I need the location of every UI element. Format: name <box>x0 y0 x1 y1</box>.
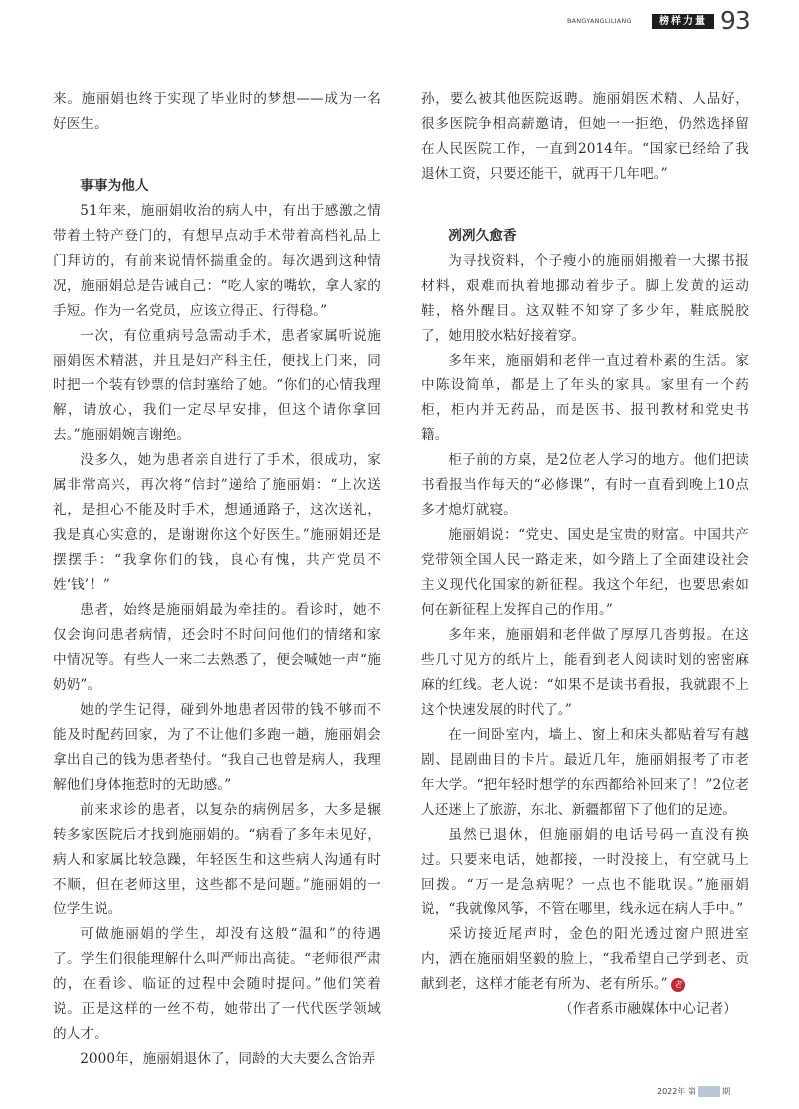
end-seal-icon: 老 <box>671 978 685 992</box>
paragraph: 患者，始终是施丽娟最为牵挂的。看诊时，她不仅会询问患者病情，还会时不时问问他们的情绪和家中情况等。有些人一来二去熟悉了，便会喊她一声“施奶奶”。 <box>53 602 381 693</box>
paragraph: 在一间卧室内，墙上、窗上和床头都贴着写有越剧、昆剧曲目的卡片。最近几年，施丽娟报考了市老年大学。“把年轻时想学的东西都给补回来了！”2位老人还迷上了旅游，东北、新疆都留下了他们的足迹。 <box>421 726 749 818</box>
paragraph: 来。施丽娟也终于实现了毕业时的梦想——成为一名好医生。 <box>53 91 381 132</box>
page-header <box>0 0 799 40</box>
footer-year: 2022年 <box>657 1087 686 1096</box>
paragraph: 为寻找资料，个子瘦小的施丽娟搬着一大摞书报材料，艰难而执着地挪动着步子。脚上发黄的运动鞋，格外醒目。这双鞋不知穿了多少年，鞋底脱胶了，她用胶水粘好接着穿。 <box>421 252 749 344</box>
footer-qi: 期 <box>722 1087 731 1096</box>
paragraph: 多年来，施丽娟和老伴做了厚厚几沓剪报。在这些几寸见方的纸片上，能看到老人阅读时划的密密麻麻的红线。老人说：“如果不是读书看报，我就跟不上这个快速发展的时代了。” <box>421 627 749 718</box>
paragraph: 柜子前的方桌，是2位老人学习的地方。他们把读书看报当作每天的“必修课”，有时一直看到晚上10点多才熄灯就寝。 <box>421 452 749 519</box>
author-byline: （作者系市融媒体中心记者） <box>558 1001 737 1018</box>
paragraph: 一次，有位重病号急需动手术，患者家属听说施丽娟医术精湛，并且是妇产科主任，便找上门来，同时把一个装有钞票的信封塞给了她。“你们的心情我理解，请放心，我们一定尽早安排，但这个请你拿回去。”施丽娟婉言谢绝。 <box>53 327 381 444</box>
page-footer <box>657 1086 730 1097</box>
section-heading-1: 事事为他人 <box>80 177 149 194</box>
section-heading-2: 冽冽久愈香 <box>448 227 517 244</box>
paragraph: 51年来，施丽娟收治的病人中，有出于感激之情带着土特产登门的，有想早点动手术带着高档礼品上门拜访的，有前来说情怀揣重金的。每次遇到这种情况，施丽娟总是告诫自己：“吃人家的嘴软，拿人家的手短。作为一名党员，应该立得正、行得稳。” <box>53 202 381 319</box>
header-pinyin: BANGYANGLILIANG <box>567 17 632 25</box>
paragraph: 可做施丽娟的学生，却没有这般“温和”的待遇了。学生们很能理解什么叫严师出高徒。“老师很严肃的，在看诊、临证的过程中会随时提问。”他们笑着说。正是这样的一丝不苟，她带出了一代代医学领域的人才。 <box>53 926 381 1043</box>
final-text: 采访接近尾声时，金色的阳光透过窗户照进室内，洒在施丽娟坚毅的脸上，“我希望自己学到老、贡献到老，这样才能老有所为、老有所乐。” <box>421 926 749 993</box>
paragraph: 她的学生记得，碰到外地患者因带的钱不够而不能及时配药回家，为了不让他们多跑一趟，施丽娟会拿出自己的钱为患者垫付。“我自己也曾是病人，我理解他们身体拖惹时的无助感。” <box>53 701 381 793</box>
paragraph: 孙，要么被其他医院返聘。施丽娟医术精、人品好，很多医院争相高薪邀请，但她一一拒绝，仍然选择留在人民医院工作，一直到2014年。“国家已经给了我退休工资，只要还能干，就再干几年吧。” <box>421 91 749 182</box>
paragraph: 施丽娟说：“党史、国史是宝贵的财富。中国共产党带领全国人民一路走来，如今踏上了全面建设社会主义现代化国家的新征程。我这个年纪，也要思索如何在新征程上发挥自己的作用。” <box>421 527 749 619</box>
page-number: 93 <box>720 6 750 35</box>
paragraph: 虽然已退休，但施丽娟的电话号码一直没有换过。只要来电话，她都接，一时没接上，有空就马上回拨。“万一是急病呢？一点也不能耽误。”施丽娟说，“我就像风筝，不管在哪里，线永远在病人手中。” <box>421 826 749 918</box>
paragraph: 前来求诊的患者，以复杂的病例居多，大多是辗转多家医院后才找到施丽娟的。“病看了多年未见好，病人和家属比较急躁，年轻医生和这些病人沟通有时不顺，但在老师这里，这些都不是问题。”施丽娟的一位学生说。 <box>53 801 381 918</box>
paragraph-final <box>421 922 749 997</box>
left-column <box>53 87 381 1072</box>
paragraph: 多年来，施丽娟和老伴一直过着朴素的生活。家中陈设简单，都是上了年头的家具。家里有一个药柜，柜内并无药品，而是医书、报刊教材和党史书籍。 <box>421 352 749 444</box>
footer-issue: 12期 <box>699 1087 719 1096</box>
header-column-title: 榜样力量 <box>652 14 714 29</box>
footer-di: 第 <box>687 1087 696 1096</box>
paragraph: 2000年，施丽娟退休了，同龄的大夫要么含饴弄 <box>80 1051 376 1068</box>
paragraph: 没多久，她为患者亲自进行了手术，很成功，家属非常高兴，再次将“信封”递给了施丽娟：“上次送礼，是担心不能及时手术，想通通路子，这次送礼，我是真心实意的，是谢谢你这个好医生。”施丽娟还是摆摆手：“我拿你们的钱，良心有愧，共产党员不姓‘钱’！” <box>53 452 381 594</box>
right-column <box>421 87 749 1022</box>
